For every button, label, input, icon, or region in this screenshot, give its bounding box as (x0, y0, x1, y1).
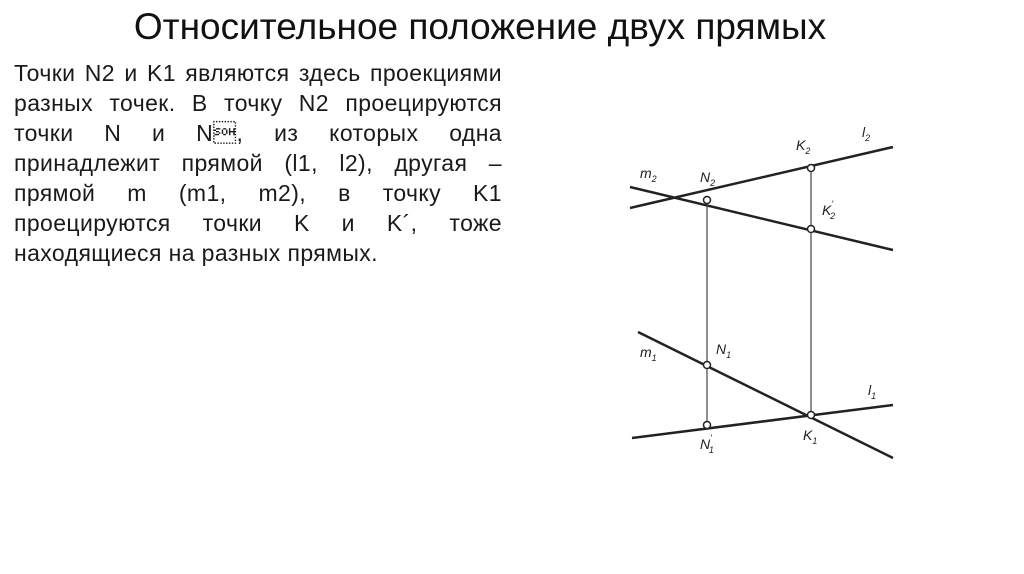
label-n2: $N_2$ (700, 169, 716, 188)
label-n1: $N_1$ (716, 341, 732, 360)
line-l1 (632, 405, 893, 438)
projection-diagram (600, 120, 920, 470)
label-m2: $m_2$ (640, 165, 657, 184)
point-k2 (808, 165, 815, 172)
body-paragraph: Точки N2 и K1 являются здесь проекциями разных точек. В точку N2 проецируются точки N и N, из которых одна принадлежит прямой (l1, l2), другая – прямой m (m1, m2), в точку K1 проецируются точки K и K´, тоже находящиеся на разных прямых. (14, 60, 502, 266)
slide-title: Относительное положение двух прямых (133, 6, 827, 47)
point-n2 (704, 197, 711, 204)
line-m1 (638, 332, 893, 458)
label-n1-prime: N' 1 (700, 433, 714, 455)
label-l1: $l_1$ (868, 382, 877, 401)
label-k2-prime: K' 2 (822, 199, 836, 221)
label-l2: $l_2$ (862, 124, 871, 143)
label-m1: $m_1$ (640, 344, 657, 363)
line-l2 (630, 147, 893, 208)
point-k2-prime (808, 226, 815, 233)
point-n1-prime (704, 422, 711, 429)
label-k2: $K_2$ (796, 137, 811, 156)
line-m2 (630, 187, 893, 250)
point-k1 (808, 412, 815, 419)
label-k1: $K_1$ (803, 427, 818, 446)
point-n1 (704, 362, 711, 369)
